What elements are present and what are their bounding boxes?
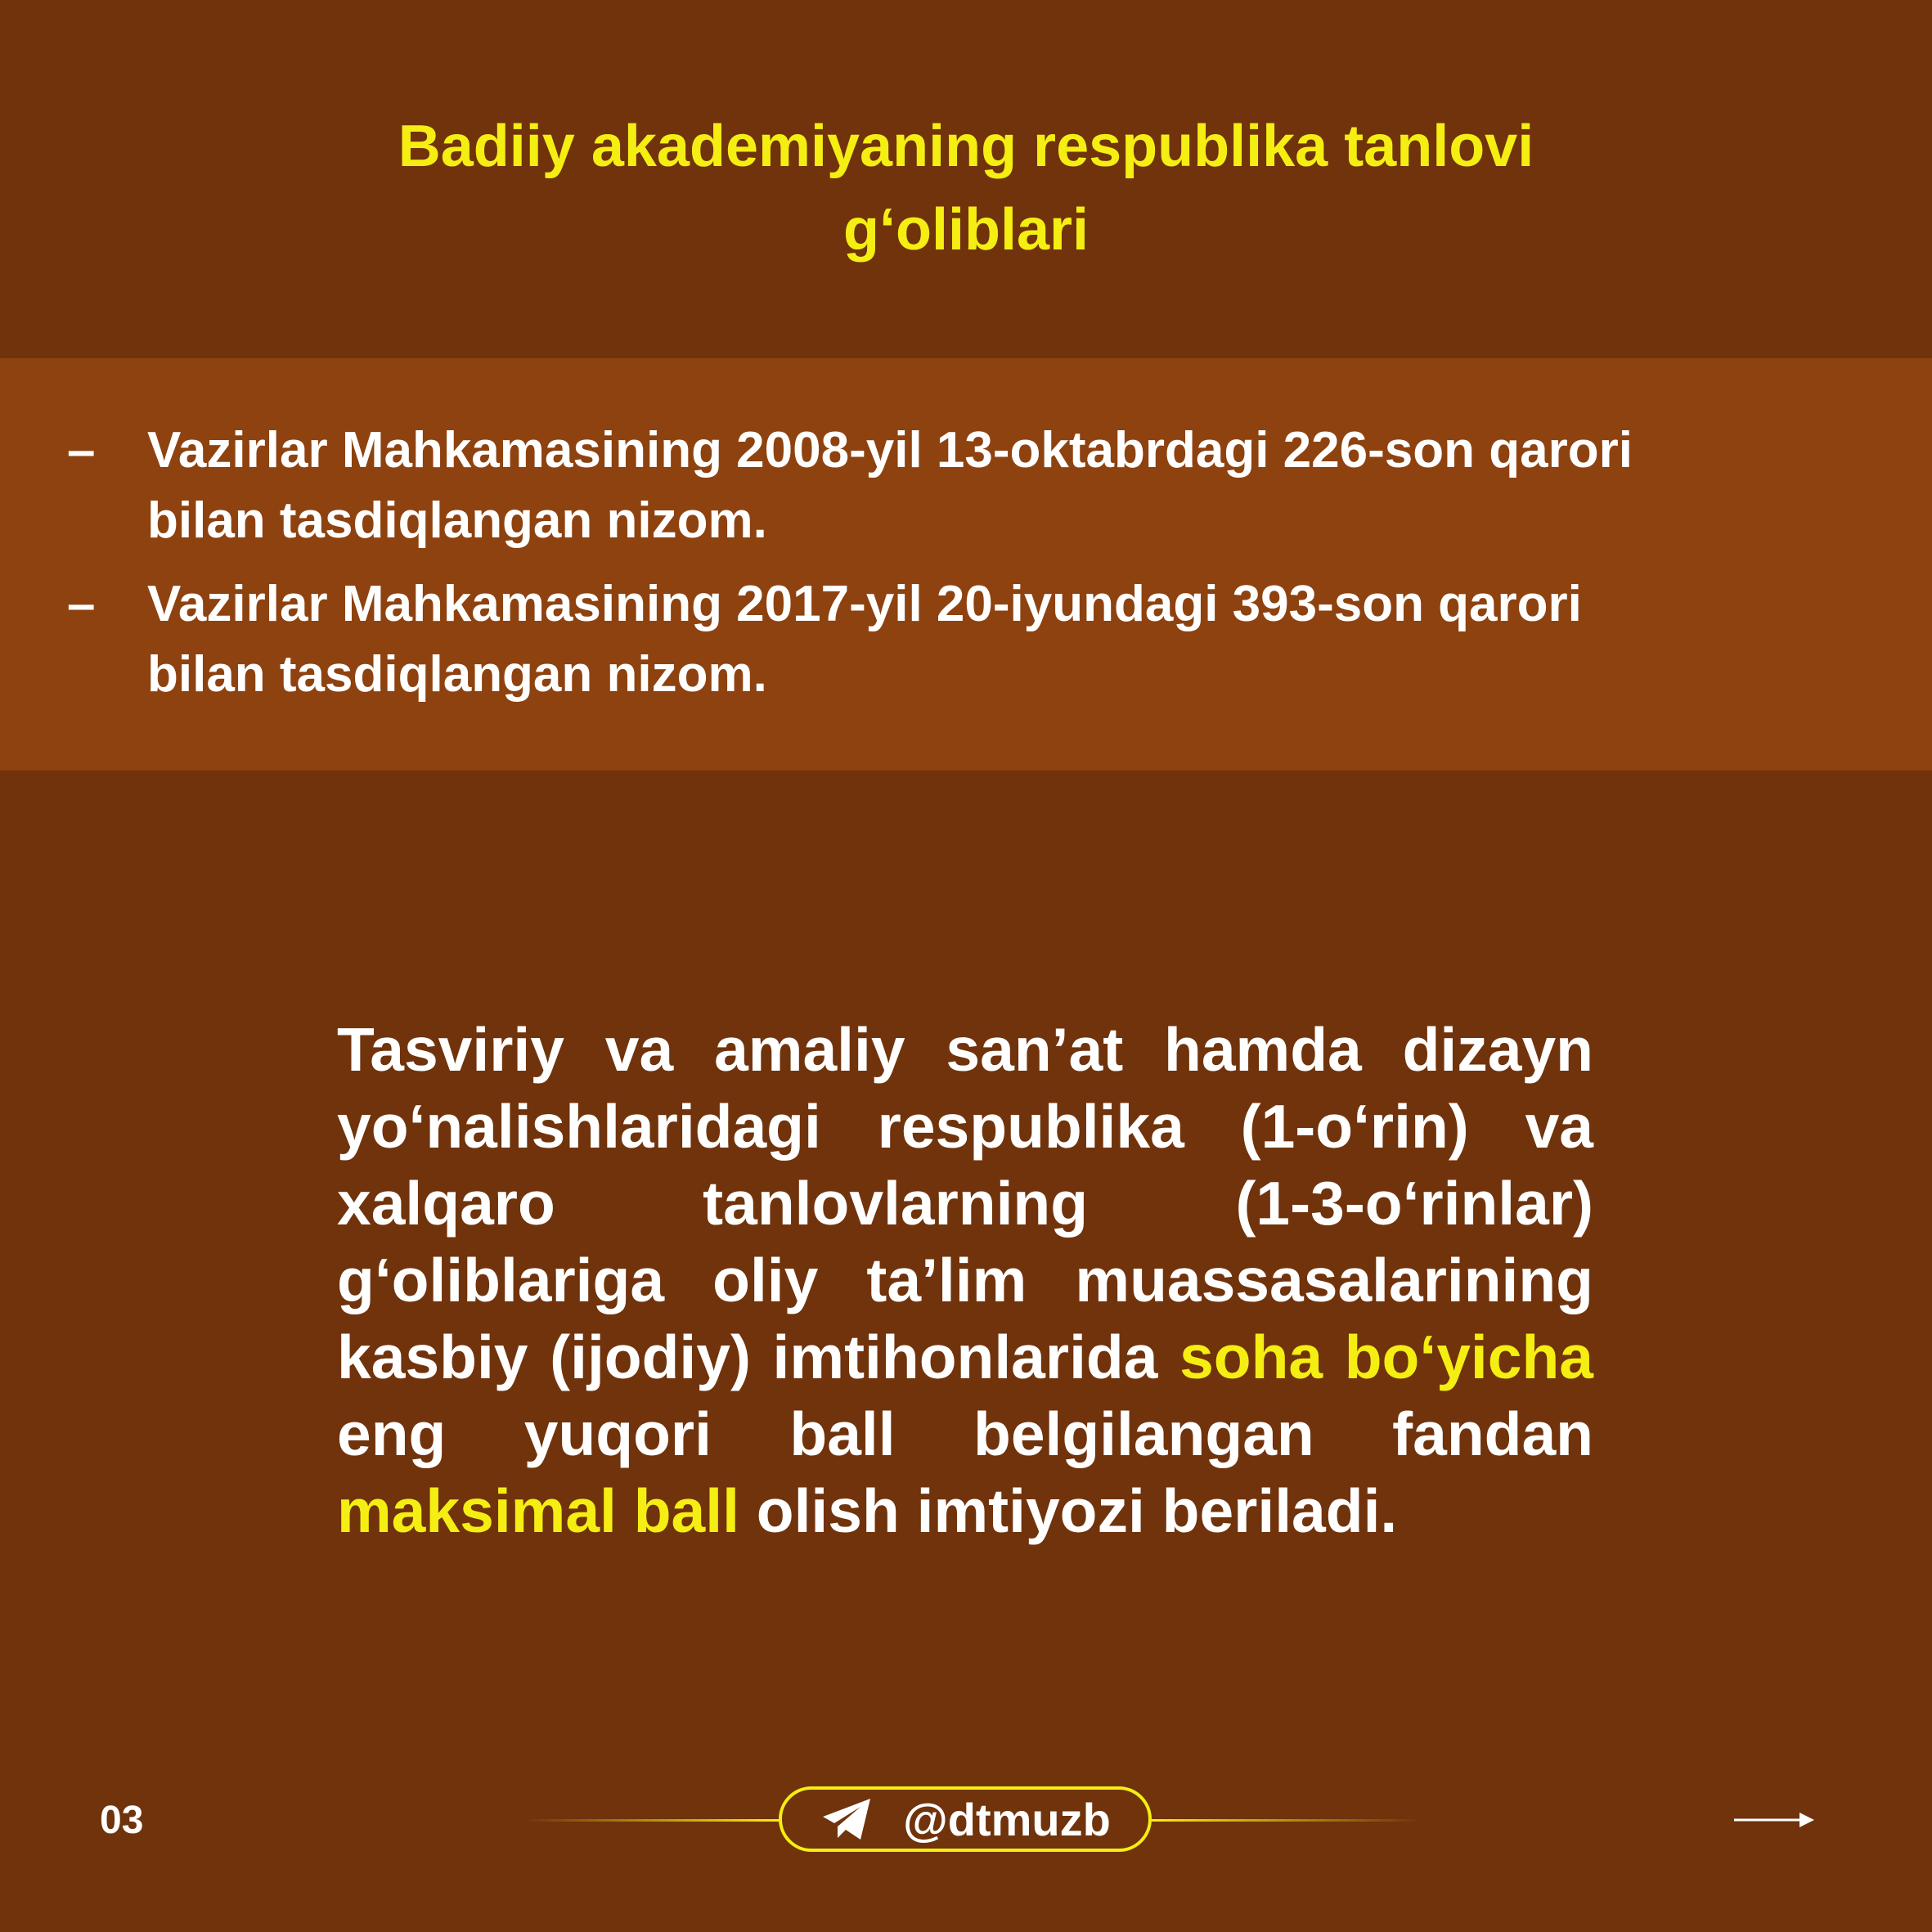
regulation-line-2: bilan tasdiqlangan nizom. — [147, 492, 767, 549]
description-part-3: olish imtiyozi beriladi. — [739, 1476, 1398, 1545]
page-number: 03 — [100, 1799, 144, 1842]
title-line-1: Badiiy akademiyaning respublika tanlovi — [398, 114, 1534, 179]
footer-divider-right — [1152, 1819, 1422, 1822]
list-item — [0, 569, 1932, 710]
list-item — [0, 416, 1932, 556]
privilege-description — [337, 1011, 1593, 1549]
description-part-1: Tasviriy va amaliy san’at hamda dizayn yo‘nalishlaridagi respublika (1-o‘rin) va xalqaro tanlovlarning (1-3-o‘rinlar) g‘oliblariga oliy ta’lim muassasalarining kasbiy (ijodiy) imtihonlarida — [337, 1015, 1593, 1391]
title-line-2: g‘oliblari — [842, 197, 1090, 263]
regulations-list — [0, 416, 1932, 723]
footer-divider-left — [523, 1819, 779, 1822]
telegram-handle: @dtmuzb — [903, 1793, 1111, 1845]
telegram-channel-link[interactable] — [779, 1786, 1152, 1852]
highlight-field: soha bo‘yicha — [1179, 1323, 1593, 1391]
dash-bullet: – — [67, 576, 96, 632]
page-title — [0, 105, 1932, 272]
dash-bullet: – — [67, 422, 96, 479]
highlight-max-score: maksimal ball — [337, 1476, 739, 1545]
telegram-icon — [820, 1795, 874, 1843]
regulation-line-1: Vazirlar Mahkamasining 2017-yil 20-iyundagi 393-son qarori — [147, 576, 1582, 632]
regulation-line-2: bilan tasdiqlangan nizom. — [147, 646, 767, 703]
regulation-line-1: Vazirlar Mahkamasining 2008-yil 13-oktabrdagi 226-son qarori — [147, 422, 1633, 479]
arrow-right-icon[interactable] — [1734, 1808, 1816, 1832]
description-part-2: eng yuqori ball belgilangan fandan — [337, 1400, 1593, 1468]
